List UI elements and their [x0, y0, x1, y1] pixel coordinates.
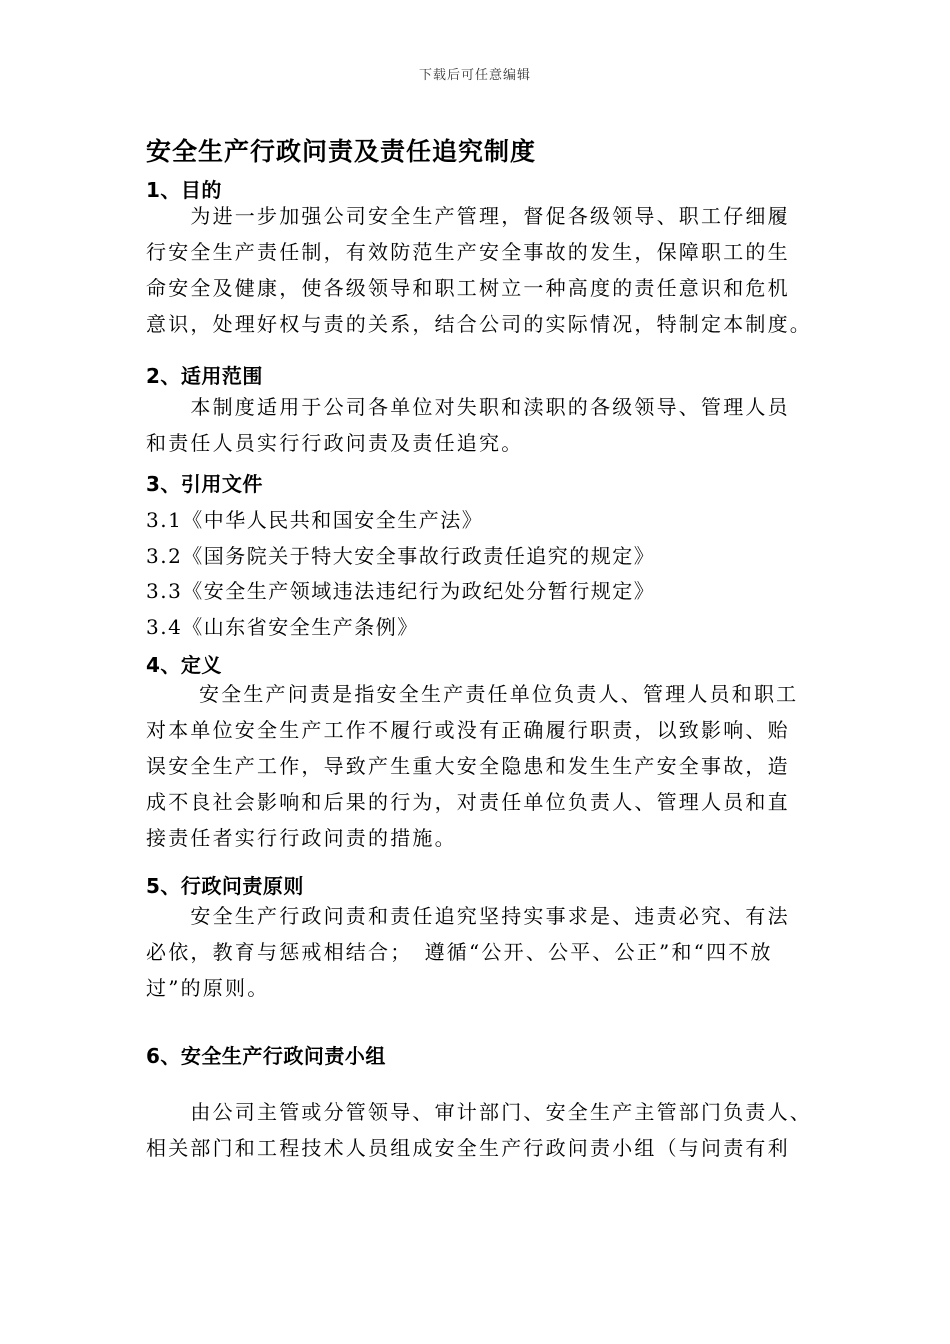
- paragraph-line: 误安全生产工作，导致产生重大安全隐患和发生生产安全事故，造: [146, 754, 790, 778]
- document-title: 安全生产行政问责及责任追究制度: [146, 137, 537, 166]
- paragraph-line: 行安全生产责任制，有效防范生产安全事故的发生，保障职工的生: [146, 240, 790, 264]
- paragraph-line: 接责任者实行行政问责的措施。: [146, 826, 457, 850]
- paragraph-line: 命安全及健康，使各级领导和职工树立一种高度的责任意识和危机: [146, 276, 790, 300]
- paragraph-line: 成不良社会影响和后果的行为，对责任单位负责人、管理人员和直: [146, 790, 790, 814]
- section-6-body: [146, 1094, 810, 1166]
- section-5-body: [146, 898, 810, 1006]
- paragraph-line: 安全生产行政问责和责任追究坚持实事求是、违责必究、有法: [146, 904, 790, 928]
- section-5-heading: 5、行政问责原则: [146, 874, 304, 898]
- section-2-heading: 2、适用范围: [146, 364, 263, 388]
- paragraph-line: 本制度适用于公司各单位对失职和渎职的各级领导、管理人员: [146, 395, 790, 419]
- reference-item: 3.2《国务院关于特大安全事故行政责任追究的规定》: [146, 544, 656, 568]
- paragraph-line: 安全生产问责是指安全生产责任单位负责人、管理人员和职工: [146, 682, 799, 706]
- section-6-heading: 6、安全生产行政问责小组: [146, 1044, 386, 1068]
- section-3-heading: 3、引用文件: [146, 472, 263, 496]
- paragraph-line: 和责任人员实行行政问责及责任追究。: [146, 431, 524, 455]
- paragraph-line: 过”的原则。: [146, 976, 270, 1000]
- reference-item: 3.4《山东省安全生产条例》: [146, 615, 419, 639]
- section-4-heading: 4、定义: [146, 653, 222, 677]
- section-1-body: [146, 198, 810, 342]
- paragraph-line: 由公司主管或分管领导、审计部门、安全生产主管部门负责人、: [146, 1100, 812, 1124]
- paragraph-line: 为进一步加强公司安全生产管理，督促各级领导、职工仔细履: [146, 204, 790, 228]
- reference-item: 3.3《安全生产领域违法违纪行为政纪处分暂行规定》: [146, 579, 656, 603]
- page-header: 下载后可任意编辑: [418, 68, 531, 83]
- paragraph-line: 必依，教育与惩戒相结合； 遵循“公开、公平、公正”和“四不放: [146, 940, 773, 964]
- paragraph-line: 相关部门和工程技术人员组成安全生产行政问责小组（与问责有利: [146, 1136, 790, 1160]
- paragraph-line: 对本单位安全生产工作不履行或没有正确履行职责，以致影响、贻: [146, 718, 790, 742]
- paragraph-line: 意识，处理好权与责的关系，结合公司的实际情况，特制定本制度。: [146, 312, 812, 336]
- section-1-heading: 1、目的: [146, 178, 222, 202]
- section-4-body: [146, 676, 810, 856]
- reference-item: 3.1《中华人民共和国安全生产法》: [146, 508, 484, 532]
- section-2-body: [146, 389, 810, 461]
